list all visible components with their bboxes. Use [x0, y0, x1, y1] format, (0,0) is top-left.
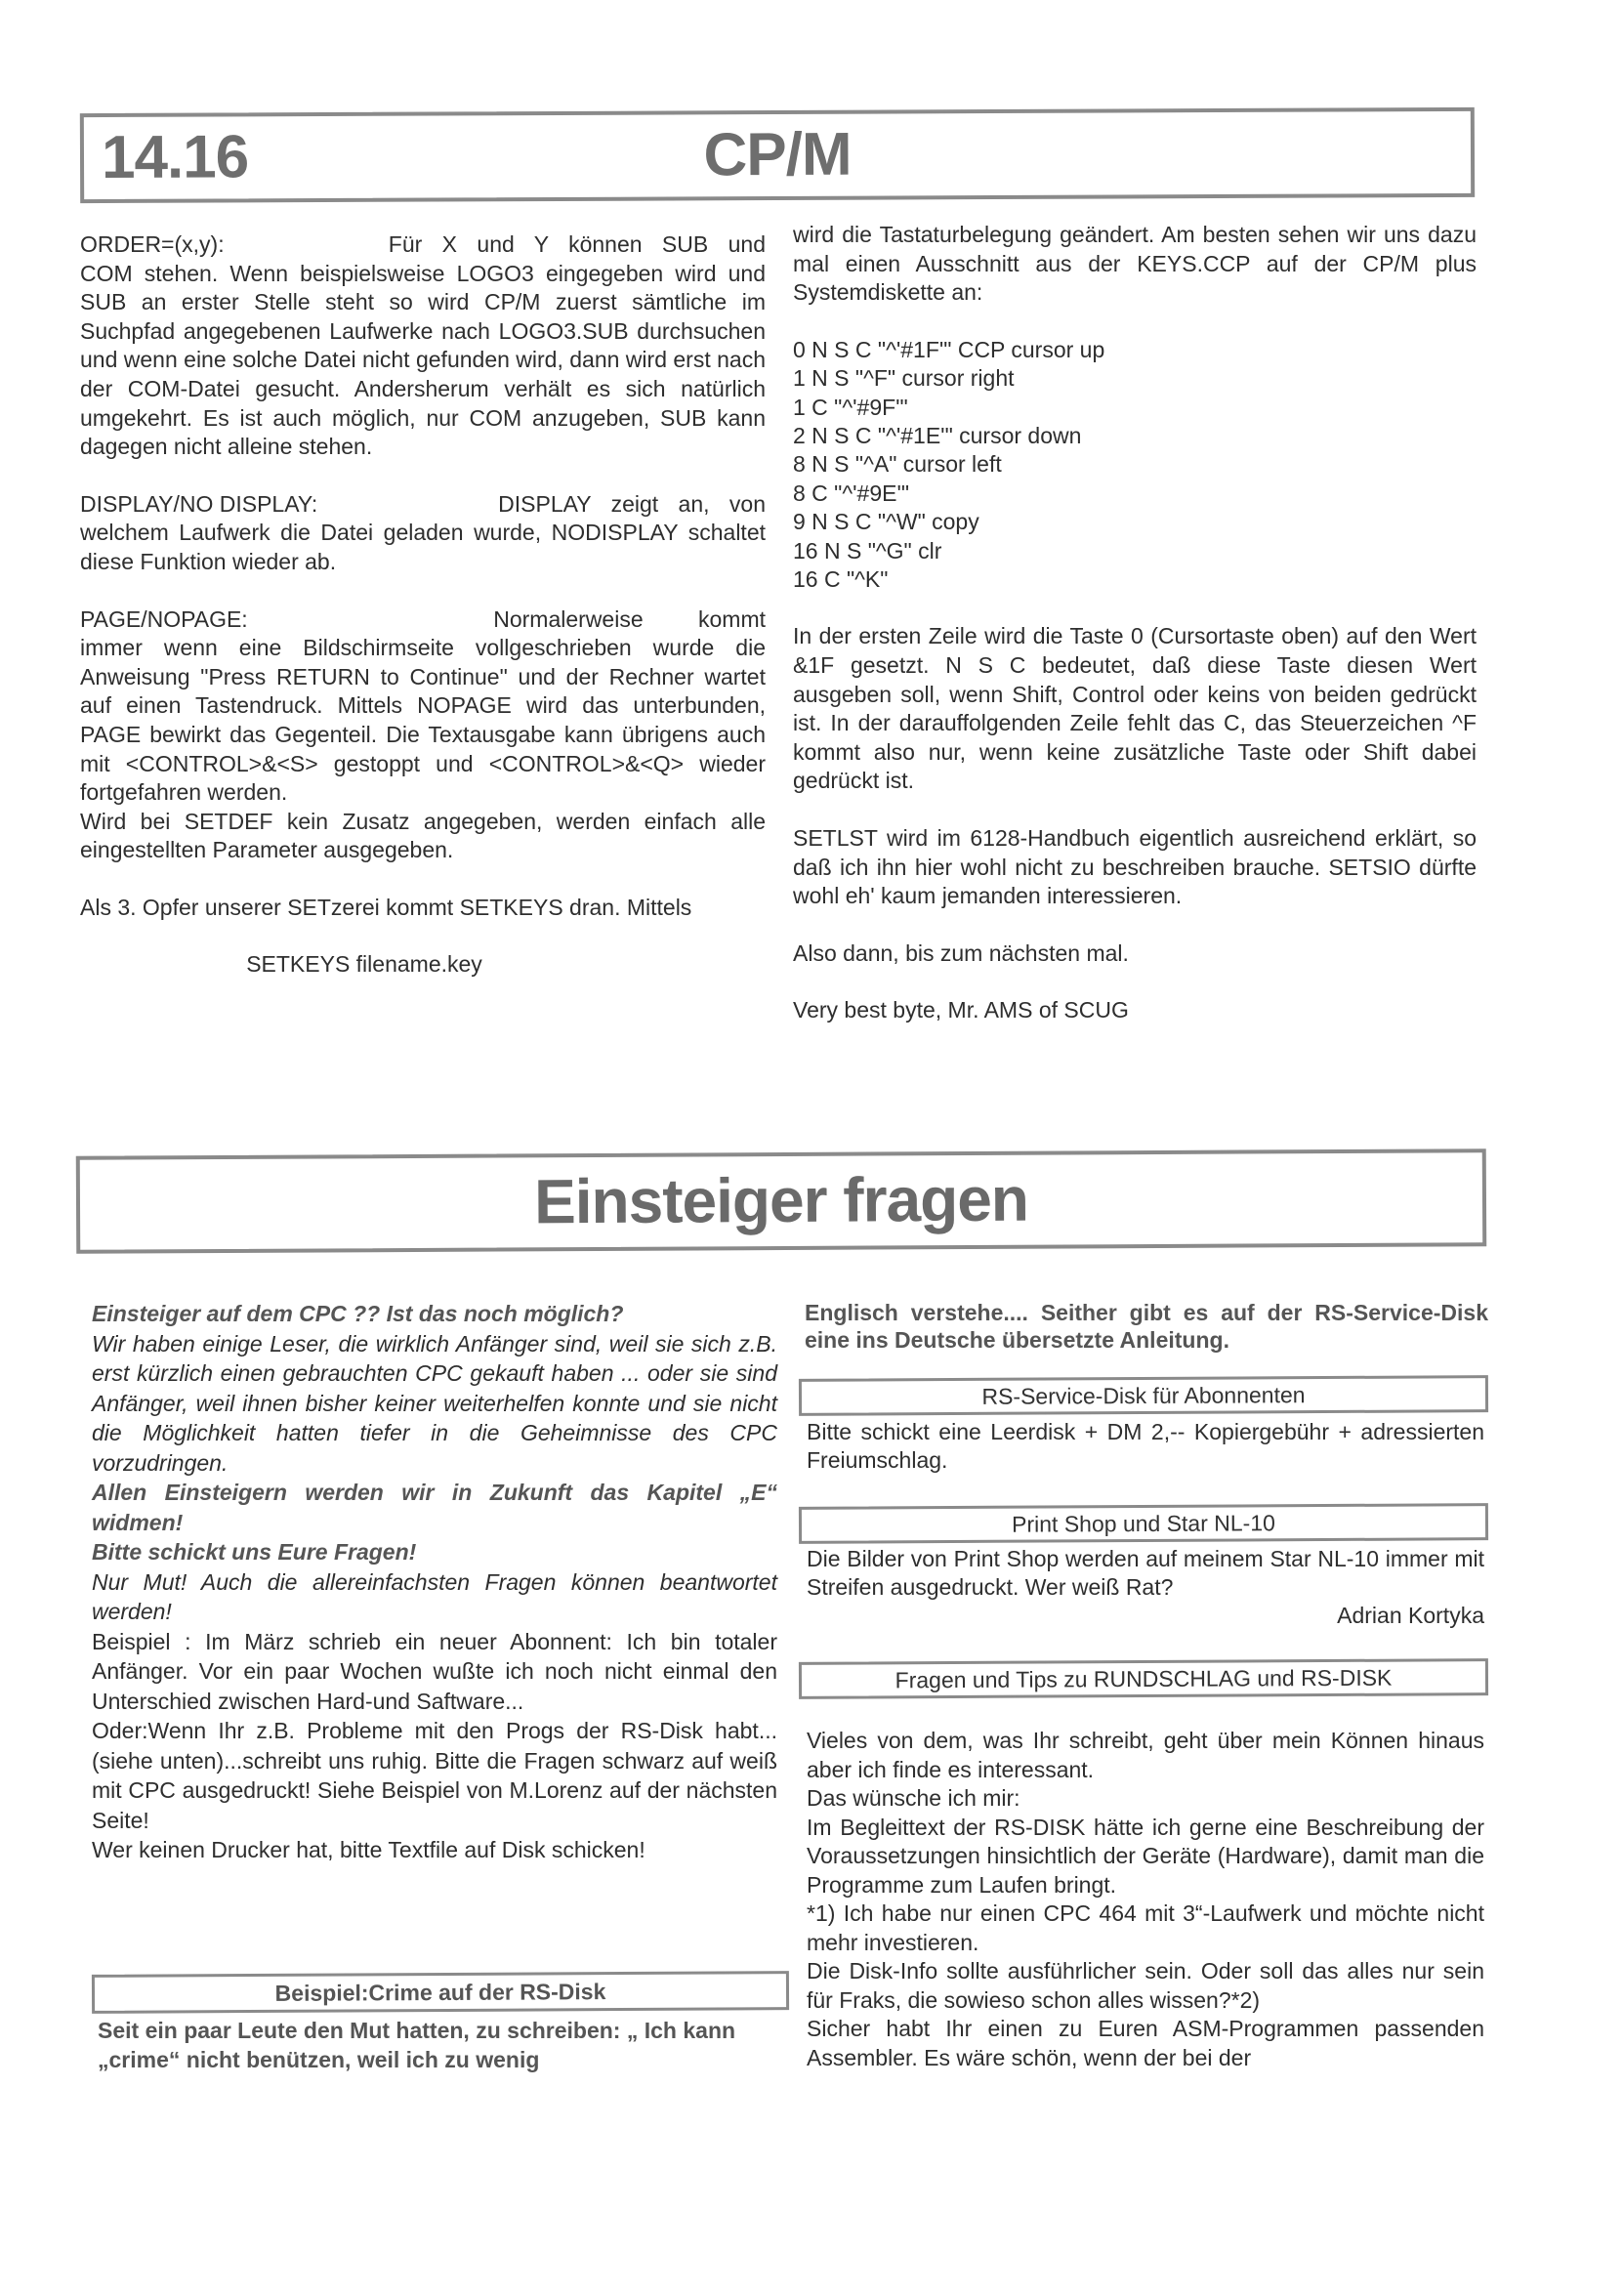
- example-text: Beispiel : Im März schrieb ein neuer Abonnent: Ich bin totaler Anfänger. Vor ein paar Wochen wußte ich noch nicht einmal den Unterschied zwischen Hard-und Saftware...: [92, 1628, 777, 1714]
- display-heading: [80, 490, 766, 520]
- printer-note: Wer keinen Drucker hat, bitte Textfile auf Disk schicken!: [92, 1837, 645, 1862]
- tips-paragraph: Sicher habt Ihr einen zu Euren ASM-Programmen passenden Assembler. Es wäre schön, wenn der bei der: [807, 2016, 1484, 2070]
- tips-paragraph: *1) Ich habe nur einen CPC 464 mit 3“-Laufwerk und möchte nicht mehr investieren.: [807, 1900, 1484, 1955]
- page-lead: Normalerweise kommt: [493, 605, 766, 632]
- keys-line: 16 C "^K": [793, 566, 889, 593]
- setkeys-intro: Als 3. Opfer unserer SETzerei kommt SETKEYS dran. Mittels: [80, 894, 692, 920]
- keys-line: 0 N S C "^'#1F'" CCP cursor up: [793, 336, 1105, 362]
- order-heading: [80, 230, 766, 260]
- tips-paragraph: Die Disk-Info sollte ausführlicher sein. Oder soll das alles nur sein für Fraks, die sowieso schon alles wissen?*2): [807, 1958, 1484, 2013]
- order-label: ORDER=(x,y):: [80, 231, 225, 257]
- keys-explanation: In der ersten Zeile wird die Taste 0 (Cursortaste oben) auf den Wert &1F gesetzt. N S C bedeutet, daß diese Taste diesen Wert ausgeben soll, wenn Shift, Control oder keins von beiden gedrückt ist. In der darauffolgenden Zeile fehlt das C, das Steuerzeichen ^F kommt also nur, wenn keine zusätzliche Taste oder Shift dabei gedrückt ist.: [793, 623, 1477, 794]
- keys-line: 1 N S "^F" cursor right: [793, 365, 1015, 392]
- printshop-text: Die Bilder von Print Shop werden auf meinem Star NL-10 immer mit Streifen ausgedruckt. Wer weiß Rat?: [807, 1546, 1484, 1600]
- section-title: CP/M: [703, 120, 852, 189]
- setkeys-command: SETKEYS filename.key: [246, 951, 482, 978]
- tips-paragraph: Das wünsche ich mir:: [807, 1785, 1020, 1811]
- tips-section: [807, 1727, 1484, 2072]
- display-lead: DISPLAY zeigt an, von: [498, 490, 766, 517]
- closing-text: Also dann, bis zum nächsten mal.: [793, 939, 1129, 966]
- keys-line: 8 N S "^A" cursor left: [793, 451, 1002, 478]
- crime-box-title: Beispiel:Crime auf der RS-Disk: [274, 1978, 606, 2006]
- einsteiger-left-column: [92, 1299, 777, 1865]
- crime-text: Seit ein paar Leute den Mut hatten, zu schreiben: „ Ich kann „crime“ nicht benützen, weil ich zu wenig: [98, 2018, 736, 2072]
- kapitel-note: Allen Einsteigern werden wir in Zukunft das Kapitel „E“ widmen!: [92, 1480, 777, 1535]
- tips-paragraph: Vieles von dem, was Ihr schreibt, geht über mein Können hinaus aber ich finde es interessant.: [807, 1728, 1484, 1782]
- keys-listing: [793, 336, 1477, 595]
- keys-intro: wird die Tastaturbelegung geändert. Am besten sehen wir uns dazu mal einen Ausschnitt aus der KEYS.CCP auf der CP/M plus Systemdiskette an:: [793, 222, 1477, 306]
- setdef-text: Wird bei SETDEF kein Zusatz angegeben, werden einfach alle eingestellten Parameter ausgegeben.: [80, 808, 766, 863]
- keys-line: 9 N S C "^W" copy: [793, 509, 979, 535]
- section-header: [80, 107, 1475, 203]
- service-text: Bitte schickt eine Leerdisk + DM 2,-- Kopiergebühr + adressierten Freiumschlag.: [807, 1419, 1484, 1473]
- keys-line: 16 N S "^G" clr: [793, 537, 942, 564]
- cpm-left-column: [80, 230, 766, 980]
- tips-box: [799, 1658, 1488, 1699]
- printshop-section: [807, 1545, 1484, 1630]
- or-text: Oder:Wenn Ihr z.B. Probleme mit den Progs der RS-Disk habt...(siehe unten)...schreibt uns ruhig. Bitte die Fragen schwarz auf weiß mit CPC ausgedruckt! Siehe Beispiel von M.Lorenz auf der nächsten Seite!: [92, 1718, 777, 1833]
- service-box-title: RS-Service-Disk für Abonnenten: [981, 1381, 1306, 1409]
- printshop-box: [799, 1503, 1488, 1544]
- page-body: immer wenn eine Bildschirmseite vollgeschrieben wurde die Anweisung "Press RETURN to Continue" und der Rechner wartet auf einen Tastendruck. Mittels NOPAGE wird das unterbunden, PAGE bewirkt das Gegenteil. Die Textausgabe kann übrigens auch mit <CONTROL>&<S> gestoppt und <CONTROL>&<Q> wieder fortgefahren werden.: [80, 635, 766, 806]
- keys-line: 1 C "^'#9F'": [793, 394, 908, 420]
- page-label: PAGE/NOPAGE:: [80, 605, 248, 632]
- order-lead: Für X und Y können SUB und: [388, 231, 766, 257]
- crime-box: [92, 1971, 789, 2014]
- display-body: welchem Laufwerk die Datei geladen wurde, NODISPLAY schaltet diese Funktion wieder ab.: [80, 520, 766, 574]
- page-heading: [80, 605, 766, 635]
- cpm-right-column: [793, 221, 1477, 1025]
- einsteiger-header: [76, 1148, 1487, 1254]
- crime-continued: Englisch verstehe.... Seither gibt es auf der RS-Service-Disk eine ins Deutsche übersetzte Anleitung.: [805, 1300, 1488, 1353]
- intro-heading: Einsteiger auf dem CPC ?? Ist das noch möglich?: [92, 1301, 624, 1326]
- tips-paragraph: Im Begleittext der RS-DISK hätte ich gerne eine Beschreibung der Voraussetzungen hinsichtlich der Geräte (Hardware), damit man die Programme zum Laufen bringt.: [807, 1814, 1484, 1898]
- setlst-text: SETLST wird im 6128-Handbuch eigentlich ausreichend erklärt, so daß ich ihn hier wohl nicht zu beschreiben brauche. SETSIO dürfte wohl eh' kaum jemanden interessieren.: [793, 825, 1477, 909]
- einsteiger-title: Einsteiger fragen: [533, 1163, 1029, 1237]
- tips-box-title: Fragen und Tips zu RUNDSCHLAG und RS-DISK: [895, 1664, 1393, 1692]
- keys-line: 8 C "^'#9E'": [793, 480, 910, 506]
- display-label: DISPLAY/NO DISPLAY:: [80, 490, 318, 517]
- courage-note: Nur Mut! Auch die allereinfachsten Fragen können beantwortet werden!: [92, 1568, 777, 1624]
- section-number: 14.16: [101, 123, 249, 192]
- intro-body: Wir haben einige Leser, die wirklich Anfänger sind, weil sie sich z.B. erst kürzlich einen gebrauchten CPC gekauft haben ... oder sie sind Anfänger, weil ihnen bisher keiner weiterhelfen konnte und sie nicht die Möglichkeit hatten tiefer in die Geheimnisse des CPC vorzudringen.: [92, 1330, 777, 1476]
- printshop-box-title: Print Shop und Star NL-10: [1012, 1509, 1275, 1537]
- signature: Very best byte, Mr. AMS of SCUG: [793, 997, 1129, 1023]
- printshop-author: Adrian Kortyka: [1337, 1603, 1484, 1628]
- keys-line: 2 N S C "^'#1E'" cursor down: [793, 423, 1082, 448]
- order-body: COM stehen. Wenn beispielsweise LOGO3 eingegeben wird und SUB an erster Stelle steht so wird CP/M zuerst sämtliche im Suchpfad angegebenen Laufwerke nach LOGO3.SUB durchsuchen und wenn eine solche Datei nicht gefunden wird, dann wird erst nach der COM-Datei gesucht. Andersherum verhält es sich natürlich umgekehrt. Es ist auch möglich, nur COM anzugeben, SUB kann dagegen nicht alleine stehen.: [80, 260, 766, 460]
- service-box: [799, 1375, 1488, 1416]
- send-questions: Bitte schickt uns Eure Fragen!: [92, 1539, 417, 1565]
